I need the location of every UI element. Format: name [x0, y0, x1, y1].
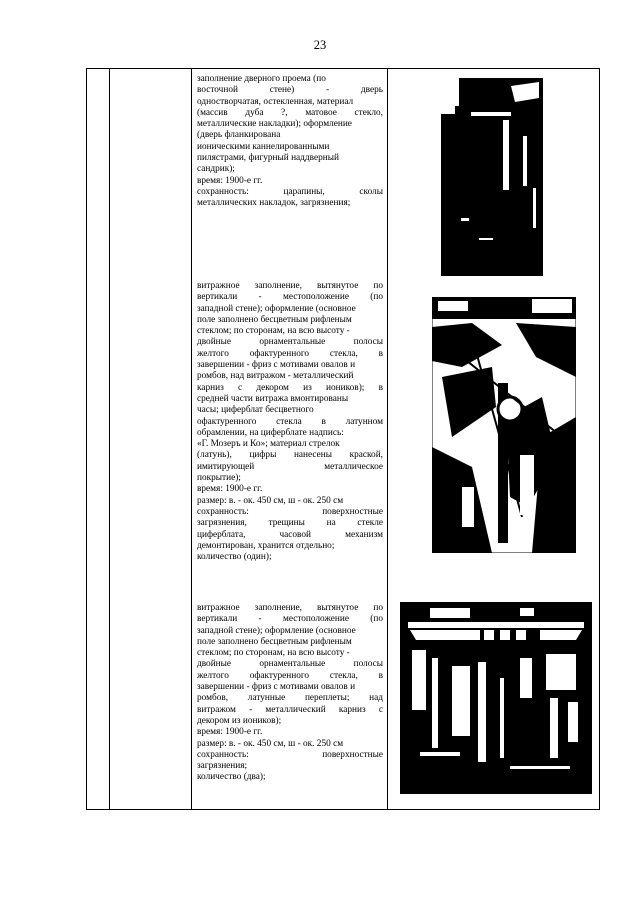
stained-glass-clock-photo: [432, 297, 576, 553]
column-divider: [387, 69, 388, 809]
description-table: [86, 68, 600, 810]
stained-glass-window-photo: [400, 602, 592, 794]
door-photo: [441, 78, 543, 276]
page-number: 23: [313, 38, 327, 52]
entry-description-clock-window: витражное заполнение, вытянутое по вертикали - местоположение (по западной стене); оформление (основное поле заполнено бесцветным рифленым стеклом; по сторонам, на всю высоту - двойные орнаментальные полосы желтого офактуренного стекла, в завершении - фриз с мотивами овалов и ромбов, над витражом - металлический карниз с декором из иоников); в средней части витража вмонтированы часы; циферблат бесцветного офактуренного стекла в латунном обрамлении, на циферблате надпись: «Г. Мозеръ и Ко»; материал стрелок (латунь), цифры нанесены краской, имитирующей металлическое покрытие); время: 1900-е гг. размер: в. - ок. 450 см, ш - ок. 250 см сохранность: поверхностные загрязнения, трещины на стекле циферблата, часовой механизм демонтирован, хранится отдельно; количество (один);: [197, 281, 383, 563]
entry-description-door: заполнение дверного проема (по восточной стене) - дверь одностворчатая, остекленная, материал (массив дуба ?, матовое стекло, металлические накладки); оформление (дверь фланкирована ионическими каннелированными пилястрами, фигурный наддверный сандрик); время: 1900-е гг. сохранность: царапины, сколы металлических накладок, загрязнения;: [197, 74, 383, 209]
column-divider: [191, 69, 192, 809]
column-divider: [109, 69, 110, 809]
entry-description-window: витражное заполнение, вытянутое по вертикали - местоположение (по западной стене); оформление (основное поле заполнено бесцветным рифленым стеклом; по сторонам, на всю высоту - двойные орнаментальные полосы желтого офактуренного стекла, в завершении - фриз с мотивами овалов и ромбов, латунные переплеты; над витражом - металлический карниз с декором из иоников); время: 1900-е гг. размер: в. - ок. 450 см, ш - ок. 250 см сохранность: поверхностные загрязнения; количество (два);: [197, 603, 383, 783]
